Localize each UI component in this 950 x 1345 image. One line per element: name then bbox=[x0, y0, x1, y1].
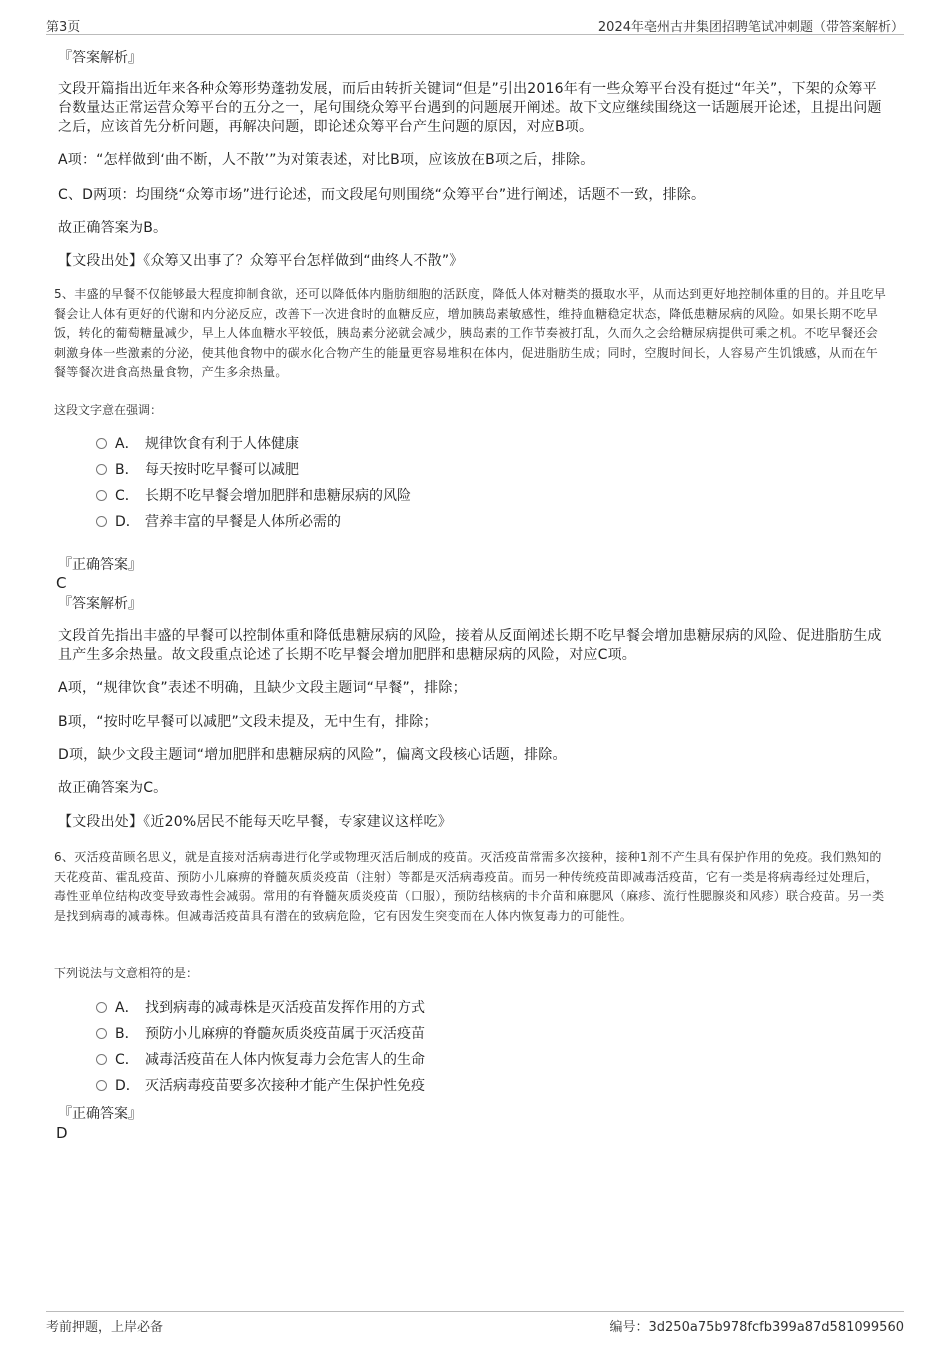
q6-option-b[interactable]: B． 预防小儿麻痹的脊髓灰质炎疫苗属于灭活疫苗 bbox=[96, 1024, 425, 1044]
radio-icon[interactable] bbox=[96, 1080, 107, 1091]
q4-source: 【文段出处】《众筹又出事了？众筹平台怎样做到“曲终人不散”》 bbox=[58, 253, 464, 269]
radio-icon[interactable] bbox=[96, 1028, 107, 1039]
q6-answer: D bbox=[56, 1124, 68, 1142]
q5-option-c[interactable]: C． 长期不吃早餐会增加肥胖和患糖尿病的风险 bbox=[96, 486, 411, 506]
q5-analysis-para-1: 文段首先指出丰盛的早餐可以控制体重和降低患糖尿病的风险，接着从反面阐述长期不吃早餐会增加患糖尿病的风险、促进脂肪生成且产生多余热量。故文段重点论述了长期不吃早餐会增加肥胖和患糖尿病的风险，对应C项。 bbox=[58, 628, 882, 663]
page-number: 第3页 bbox=[46, 20, 81, 35]
q4-analysis-para-2: A项：“怎样做到‘曲不断，人不散’”为对策表述，对比B项，应该放在B项之后，排除。 bbox=[58, 152, 595, 168]
q6-option-a[interactable]: A． 找到病毒的减毒株是灭活疫苗发挥作用的方式 bbox=[96, 998, 425, 1018]
q5-prompt: 这段文字意在强调： bbox=[54, 403, 163, 417]
page-footer bbox=[46, 1311, 904, 1334]
radio-icon[interactable] bbox=[96, 464, 107, 475]
q6-question-text: 6、灭活疫苗顾名思义，就是直接对活病毒进行化学或物理灭活后制成的疫苗。灭活疫苗常需多次接种，接种1剂不产生具有保护作用的免疫。我们熟知的天花疫苗、霍乱疫苗、预防小儿麻痹的脊髓灰质炎疫苗（注射）等都是灭活病毒疫苗。而另一种传统疫苗即减毒活疫苗，它有一类是将病毒经过处理后，毒性亚单位结构改变导致毒性会减弱。常用的有脊髓灰质炎疫苗（口服），预防结核病的卡介苗和麻腮风（麻疹、流行性腮腺炎和风疹）联合疫苗。另一类是找到病毒的减毒株。但减毒活疫苗具有潜在的致病危险，它有因发生突变而在人体内恢复毒力的可能性。 bbox=[54, 850, 885, 923]
q5-analysis-para-5: 故正确答案为C。 bbox=[58, 780, 168, 796]
document-id: 编号：3d250a75b978fcfb399a87d581099560 bbox=[609, 1320, 904, 1335]
q5-analysis-tag: 『答案解析』 bbox=[58, 596, 142, 612]
q4-analysis-para-1: 文段开篇指出近年来各种众筹形势蓬勃发展，而后由转折关键词“但是”引出2016年有一些众筹平台没有挺过“年关”，下架的众筹平台数量达正常运营众筹平台的五分之一，尾句围绕众筹平台遇到的问题展开阐述。故下文应继续围绕这一话题展开论述，且提出问题之后，应该首先分析问题，再解决问题，即论述众筹平台产生问题的原因，对应B项。 bbox=[58, 81, 882, 135]
radio-icon[interactable] bbox=[96, 438, 107, 449]
q5-option-d[interactable]: D． 营养丰富的早餐是人体所必需的 bbox=[96, 512, 341, 532]
radio-icon[interactable] bbox=[96, 490, 107, 501]
q6-option-c[interactable]: C． 减毒活疫苗在人体内恢复毒力会危害人的生命 bbox=[96, 1050, 425, 1070]
radio-icon[interactable] bbox=[96, 516, 107, 527]
q5-analysis-para-2: A项，“规律饮食”表述不明确，且缺少文段主题词“早餐”，排除； bbox=[58, 680, 467, 696]
q6-prompt: 下列说法与文意相符的是： bbox=[54, 966, 199, 980]
q5-option-b[interactable]: B． 每天按时吃早餐可以减肥 bbox=[96, 460, 299, 480]
q6-answer-tag: 『正确答案』 bbox=[58, 1106, 142, 1122]
q5-option-a[interactable]: A． 规律饮食有利于人体健康 bbox=[96, 434, 299, 454]
q5-source: 【文段出处】《近20%居民不能每天吃早餐，专家建议这样吃》 bbox=[58, 814, 452, 830]
document-title: 2024年亳州古井集团招聘笔试冲刺题（带答案解析） bbox=[597, 20, 904, 35]
radio-icon[interactable] bbox=[96, 1002, 107, 1013]
q5-analysis-para-4: D项，缺少文段主题词“增加肥胖和患糖尿病的风险”，偏离文段核心话题，排除。 bbox=[58, 747, 567, 763]
q5-question-text: 5、丰盛的早餐不仅能够最大程度抑制食欲，还可以降低体内脂肪细胞的活跃度，降低人体对糖类的摄取水平，从而达到更好地控制体重的目的。并且吃早餐会让人体有更好的代谢和内分泌反应，改善下一次进食时的血糖反应，增加胰岛素敏感性，维持血糖稳定状态，降低患糖尿病的风险。如果长期不吃早饭，转化的葡萄糖量减少，早上人体血糖水平较低，胰岛素分泌就会减少，胰岛素的工作节奏被打乱，久而久之会给糖尿病提供可乘之机。不吃早餐还会刺激身体一些激素的分泌，使其他食物中的碳水化合物产生的能量更容易堆积在体内，促进脂肪生成；同时，空腹时间长，人容易产生饥饿感，从而在午餐等餐次进食高热量食物，产生多余热量。 bbox=[54, 287, 887, 379]
q5-answer: C bbox=[56, 574, 67, 592]
radio-icon[interactable] bbox=[96, 1054, 107, 1065]
page-header bbox=[46, 14, 904, 35]
q4-analysis-para-3: C、D两项：均围绕“众筹市场”进行论述，而文段尾句则围绕“众筹平台”进行阐述，话题不一致，排除。 bbox=[58, 187, 706, 203]
q5-analysis-para-3: B项，“按时吃早餐可以减肥”文段未提及，无中生有，排除； bbox=[58, 714, 438, 730]
q6-option-d[interactable]: D． 灭活病毒疫苗要多次接种才能产生保护性免疫 bbox=[96, 1076, 425, 1096]
q4-analysis-para-4: 故正确答案为B。 bbox=[58, 220, 168, 236]
footer-slogan: 考前押题，上岸必备 bbox=[46, 1320, 164, 1335]
q4-analysis-tag: 『答案解析』 bbox=[58, 50, 142, 66]
q5-answer-tag: 『正确答案』 bbox=[58, 557, 142, 573]
